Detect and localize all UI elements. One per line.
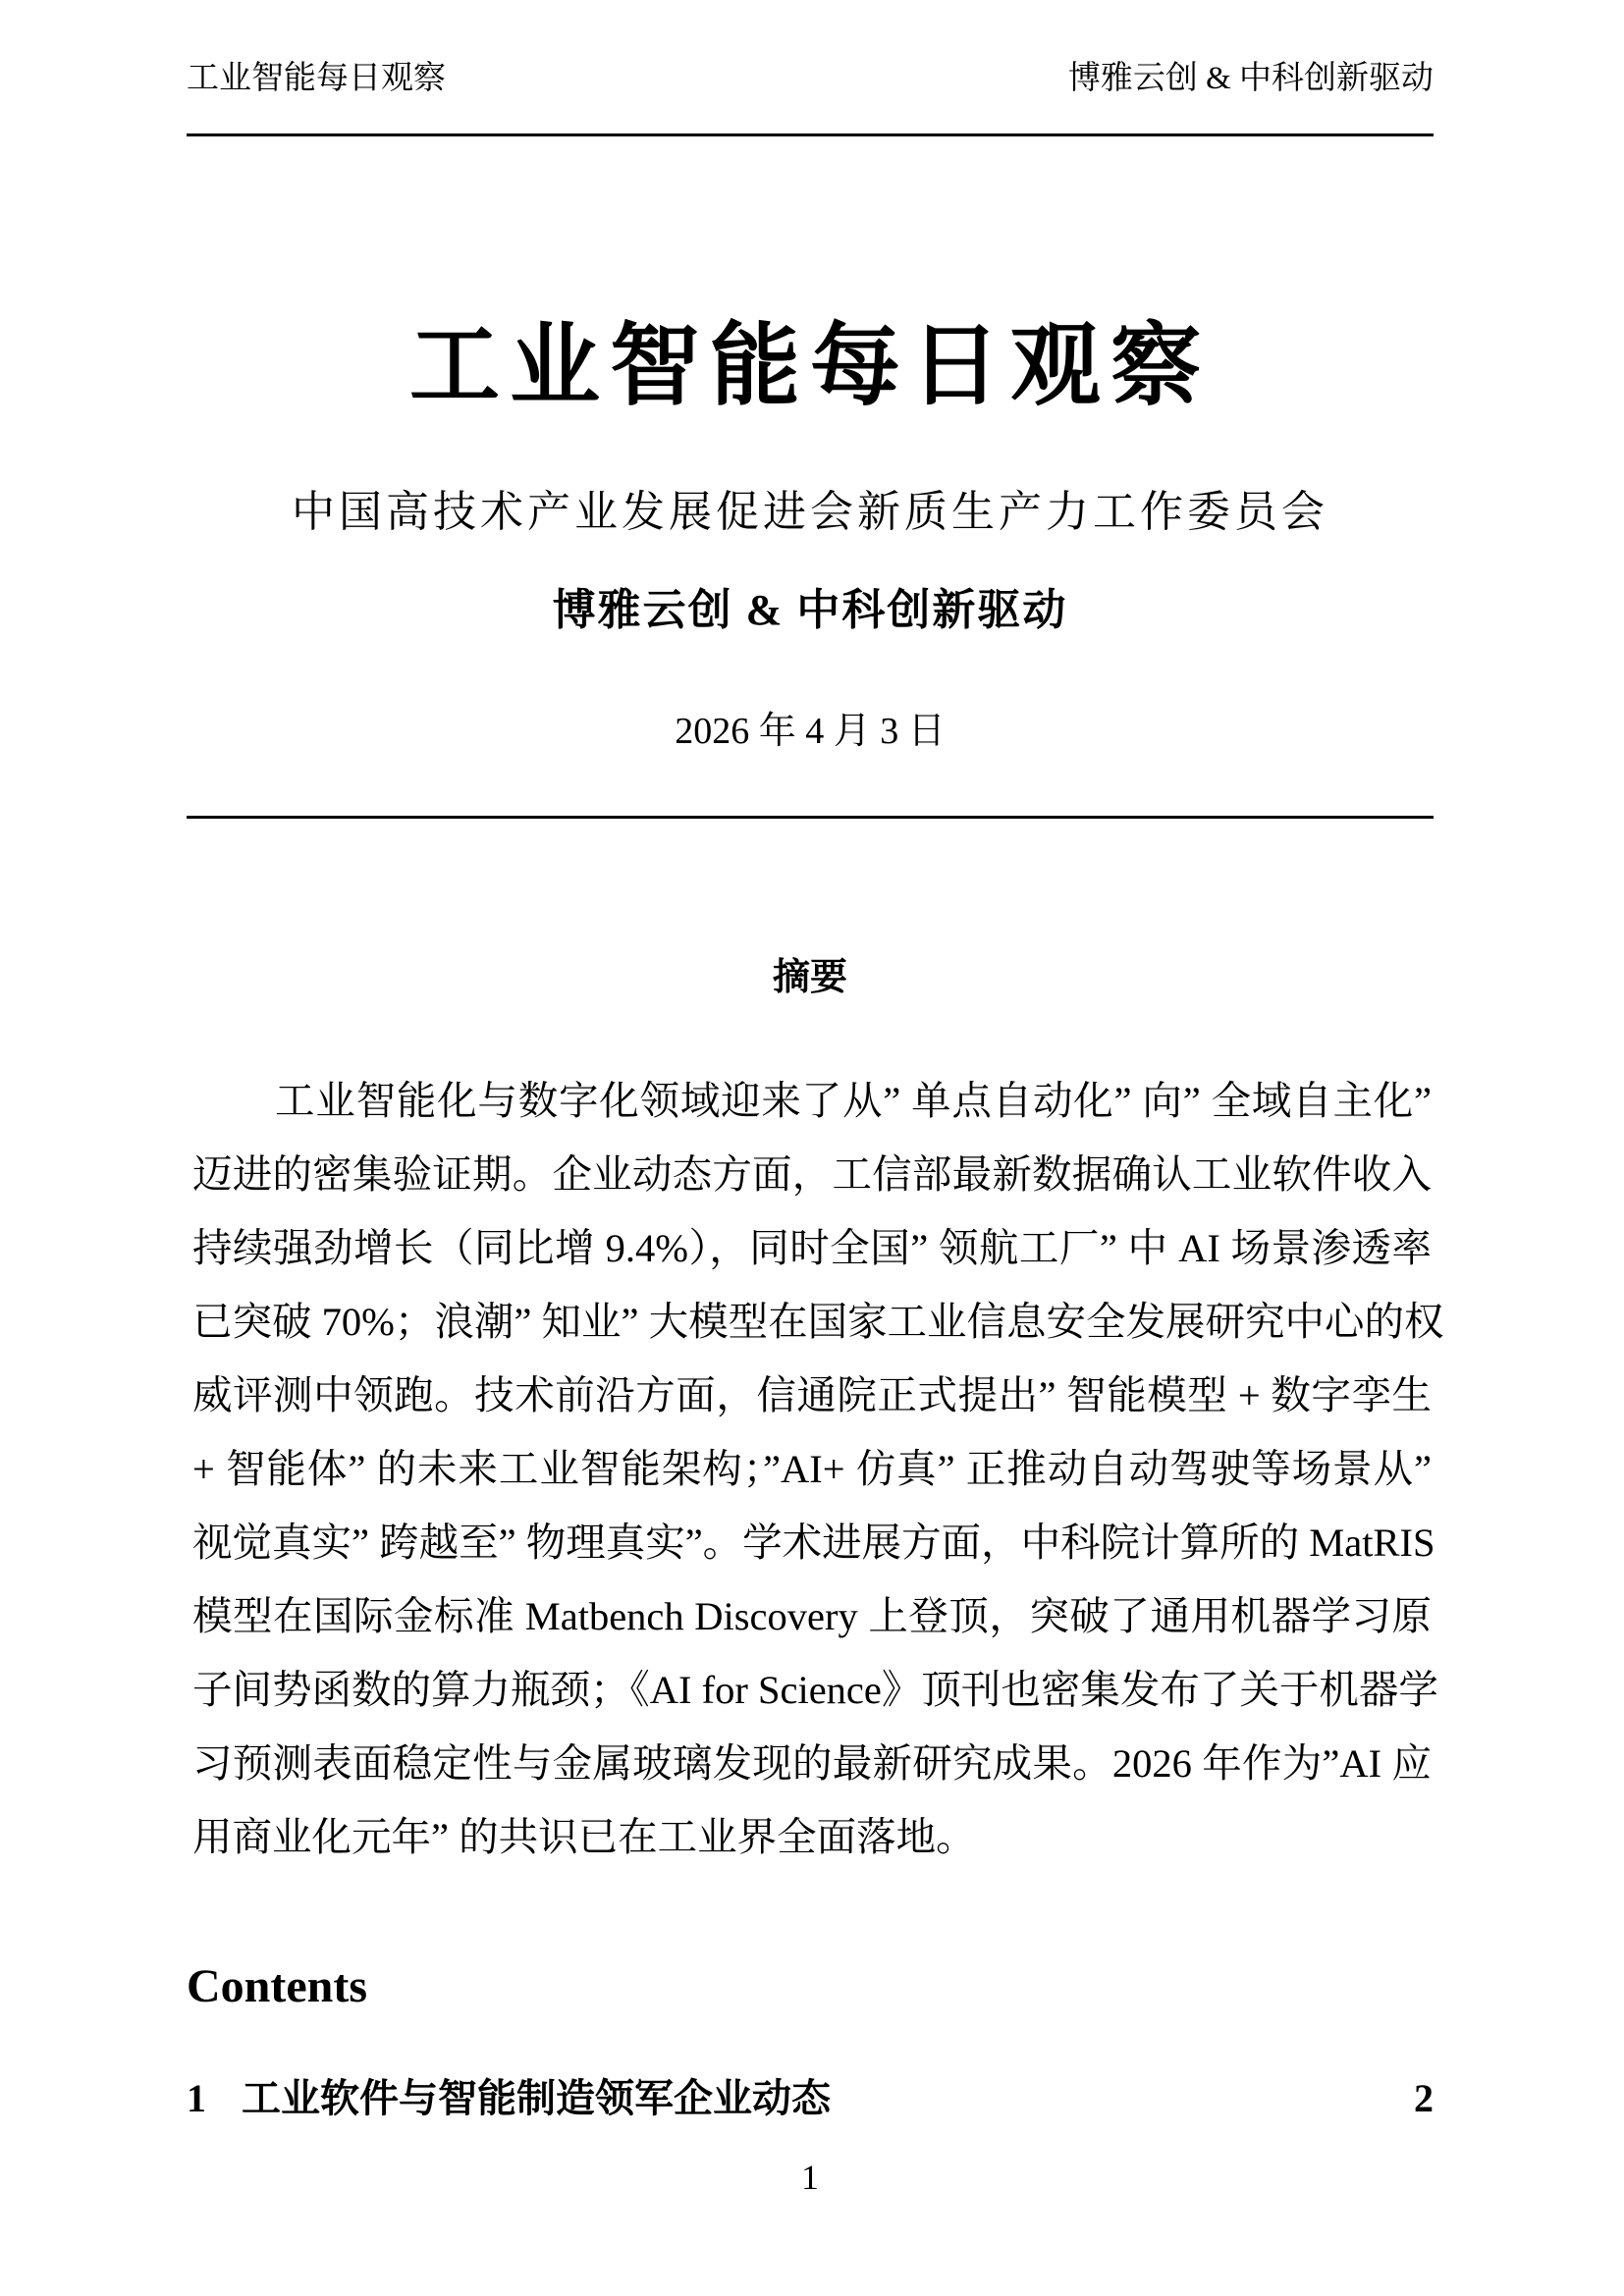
toc-entry-title: 工业软件与智能制造领军企业动态 bbox=[242, 2076, 831, 2120]
toc-entry-number: 1 bbox=[187, 2076, 206, 2120]
running-header-right: 博雅云创 & 中科创新驱动 bbox=[1067, 61, 1434, 96]
abstract-paragraph bbox=[192, 1064, 1444, 1874]
abstract-line: 模型在国际金标准 Matbench Discovery 上登顶，突破了通用机器学习原 bbox=[192, 1594, 1432, 1638]
abstract-line: 威评测中领跑。技术前沿方面，信通院正式提出” 智能模型 + 数字孪生 bbox=[192, 1373, 1432, 1417]
contents-heading: Contents bbox=[187, 1960, 368, 2012]
abstract-line: 视觉真实” 跨越至” 物理真实”。学术进展方面，中科院计算所的 MatRIS bbox=[192, 1521, 1435, 1565]
document-subtitle: 中国高技术产业发展促进会新质生产力工作委员会 bbox=[292, 488, 1328, 536]
header-rule bbox=[187, 133, 1434, 136]
toc-entry-page: 2 bbox=[1414, 2076, 1434, 2120]
title-block-rule bbox=[187, 816, 1434, 819]
abstract-line: 已突破 70%；浪潮” 知业” 大模型在国家工业信息安全发展研究中心的权 bbox=[192, 1300, 1444, 1344]
page-number: 1 bbox=[801, 2158, 819, 2197]
abstract-line: 持续强劲增长（同比增 9.4%），同时全国” 领航工厂” 中 AI 场景渗透率 bbox=[192, 1226, 1432, 1270]
running-header-left: 工业智能每日观察 bbox=[187, 61, 446, 96]
abstract-line: 习预测表面稳定性与金属玻璃发现的最新研究成果。2026 年作为”AI 应 bbox=[192, 1741, 1432, 1786]
abstract-line: 子间势函数的算力瓶颈；《AI for Science》顶刊也密集发布了关于机器学 bbox=[192, 1668, 1438, 1712]
document-title: 工业智能每日观察 bbox=[408, 316, 1211, 416]
abstract-line: 工业智能化与数字化领域迎来了从” 单点自动化” 向” 全域自主化” bbox=[275, 1079, 1432, 1123]
abstract-line: + 智能体” 的未来工业智能架构；”AI+ 仿真” 正推动自动驾驶等场景从” bbox=[192, 1447, 1432, 1491]
abstract-line: 迈进的密集验证期。企业动态方面，工信部最新数据确认工业软件收入 bbox=[192, 1152, 1432, 1197]
document-date: 2026 年 4 月 3 日 bbox=[675, 711, 946, 752]
toc-entry-section-1[interactable] bbox=[187, 2073, 1434, 2124]
abstract-line: 用商业化元年” 的共识已在工业界全面落地。 bbox=[192, 1815, 976, 1859]
running-header bbox=[187, 59, 1434, 98]
document-authors: 博雅云创 & 中科创新驱动 bbox=[552, 586, 1068, 634]
abstract-heading: 摘要 bbox=[772, 957, 847, 998]
